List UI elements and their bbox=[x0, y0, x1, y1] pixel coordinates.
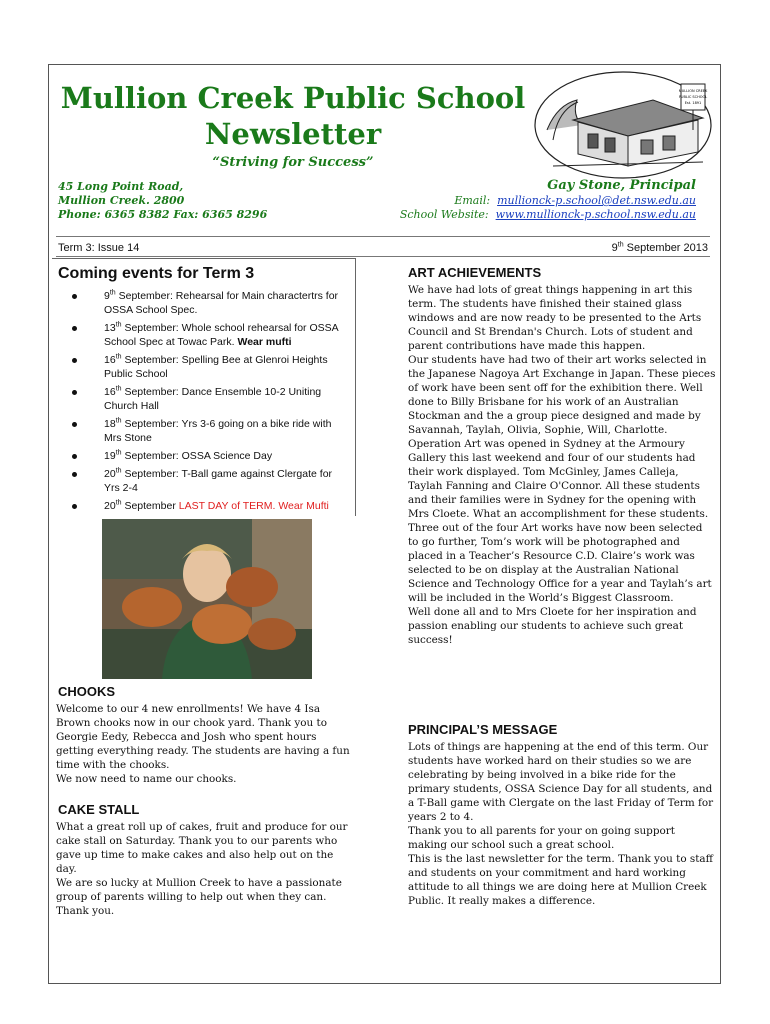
sign-line-2: PUBLIC SCHOOL bbox=[678, 95, 708, 99]
chooks-photo bbox=[102, 519, 312, 679]
event-item: 16th September: Spelling Bee at Glenroi Heights Public School bbox=[72, 353, 350, 381]
chooks-text: Welcome to our 4 new enrollments! We have 4 Isa Brown chooks now in our chook yard. Thank you to Georgie Eedy, Rebecca and Josh who spent hours getting everything ready. The students are having a fun time with the chooks. We now need to name our chooks. bbox=[56, 703, 350, 785]
event-item: 18th September: Yrs 3-6 going on a bike ride with Mrs Stone bbox=[72, 417, 350, 445]
bullet-icon bbox=[72, 390, 77, 395]
bullet-icon bbox=[72, 326, 77, 331]
art-text: We have had lots of great things happening in art this term. The students have finished their stained glass windows and are now ready to be presented to the Arts Council and St Brendan's Church. Lots of student and parent contributions have made this happen. Our students have had two of their art works selected in the Japanese Nagoya Art Exchange in Japan. These pieces of work have been sent off for the exhibition there. Well done to Billy Brisbane for his work of an Australian Stockman and the a group piece designed and made by Savannah, Taylah, Olivia, Sophie, Will, Charlotte. Operation Art was opened in Sydney at the Armoury Gallery this last weekend and four of our students had their work displayed. Tom McGinley, James Calleja, Taylah Fanning and Claire O'Connor. All these students and their families were in Sydney for the opening with Mrs Cloete. What an accomplishment for these students. Three out of the four Art works have now been selected to go further, Tom’s work will be photographed and placed in a Teacher’s Resource C.D. Claire’s work was selected to be on display at the Australian National Science and Technology Office for a year and Taylah’s art will be included in the World’s Biggest Classroom. Well done all and to Mrs Cloete for her inspiration and passion enabling our students to achieve such great success! bbox=[408, 284, 716, 646]
bullet-icon bbox=[72, 422, 77, 427]
bullet-icon bbox=[72, 358, 77, 363]
bullet-icon bbox=[72, 504, 77, 509]
events-heading: Coming events for Term 3 bbox=[58, 265, 255, 282]
event-item: 13th September: Whole school rehearsal for OSSA School Spec at Towac Park. Wear mufti bbox=[72, 321, 350, 349]
sign-line-3: Est. 1891 bbox=[684, 101, 702, 105]
school-building-drawing bbox=[533, 70, 713, 180]
art-heading: ART ACHIEVEMENTS bbox=[408, 265, 542, 280]
cake-stall-text: What a great roll up of cakes, fruit and produce for our cake stall on Saturday. Thank you to our parents who gave up time to make cakes and also help out on the day. We are so lucky at Mullion Creek to have a passionate group of parents willing to help out when they can. Thank you. bbox=[56, 821, 348, 917]
cake-stall-heading: CAKE STALL bbox=[58, 802, 140, 817]
header-divider-top bbox=[56, 236, 710, 237]
website-link[interactable]: www.mullionck-p.school.nsw.edu.au bbox=[495, 208, 696, 221]
event-item: 19th September: OSSA Science Day bbox=[72, 449, 350, 463]
header-divider-bottom bbox=[56, 256, 710, 257]
newsletter-title: Mullion Creek Public School Newsletter bbox=[60, 81, 526, 151]
bullet-icon bbox=[72, 454, 77, 459]
sign-line-1: MULLION CREEK bbox=[678, 89, 708, 93]
events-list bbox=[72, 289, 350, 517]
event-item: 20th September LAST DAY of TERM. Wear Mufti bbox=[72, 499, 350, 513]
event-item: 9th September: Rehearsal for Main charactertrs for OSSA School Spec. bbox=[72, 289, 350, 317]
bullet-icon bbox=[72, 472, 77, 477]
principal-name: Gay Stone, Principal bbox=[547, 178, 696, 193]
school-address: 45 Long Point Road, Mullion Creek. 2800 Phone: 6365 8382 Fax: 6365 8296 bbox=[58, 180, 268, 221]
issue-number: Term 3: Issue 14 bbox=[58, 242, 140, 254]
principal-message-heading: PRINCIPAL’S MESSAGE bbox=[408, 722, 558, 737]
principal-message-text: Lots of things are happening at the end of this term. Our students have worked hard on their studies so we are celebrating by being involved in a bike ride for the primary students, OSSA Science Day for all students, and a T-Ball game with Clergate on the last Friday of Term for years 2 to 4. Thank you to all parents for your on going support making our school such a great school. This is the last newsletter for the term. Thank you to staff and students on your commitment and hard working attitude to all things we are doing here at Mullion Creek Public. It really makes a difference. bbox=[408, 741, 714, 907]
bullet-icon bbox=[72, 294, 77, 299]
school-motto: “Striving for Success” bbox=[212, 155, 374, 170]
event-item: 16th September: Dance Ensemble 10-2 Uniting Church Hall bbox=[72, 385, 350, 413]
principal-contact: Gay Stone, Principal Email: mullionck-p.school@det.nsw.edu.au School Website: www.mullionck-p.school.nsw.edu.au bbox=[399, 178, 696, 221]
chooks-heading: CHOOKS bbox=[58, 684, 116, 699]
issue-date: 9th September 2013 bbox=[611, 241, 708, 254]
email-link[interactable]: mullionck-p.school@det.nsw.edu.au bbox=[497, 194, 696, 207]
event-item: 20th September: T-Ball game against Clergate for Yrs 2-4 bbox=[72, 467, 350, 495]
